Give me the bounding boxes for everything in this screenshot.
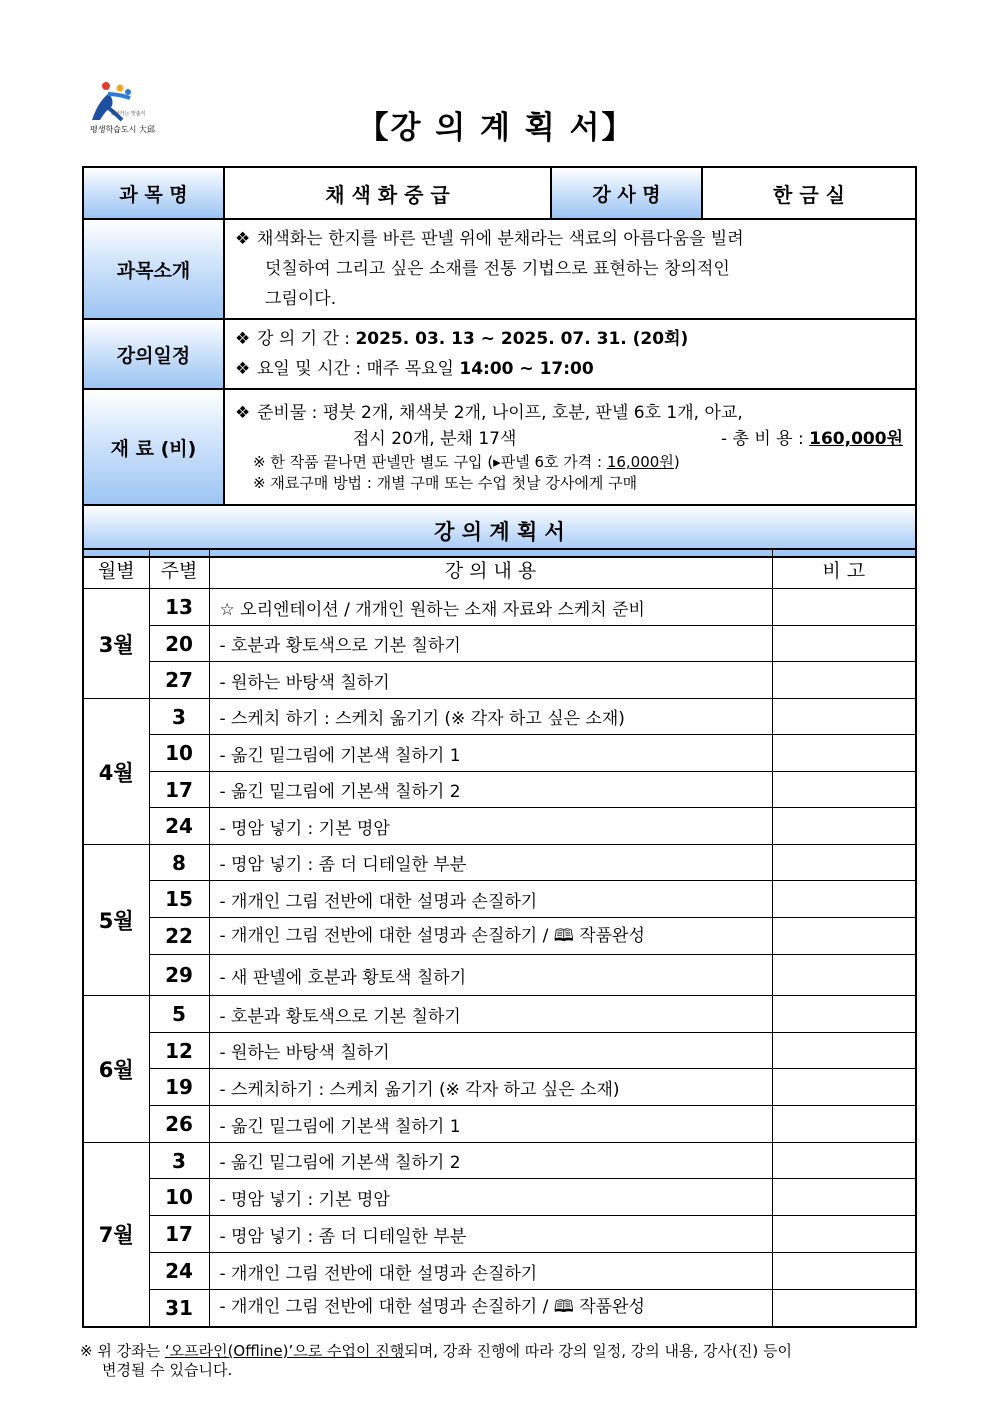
week-cell: 24 bbox=[149, 808, 209, 845]
col-content: 강 의 내 용 bbox=[209, 549, 772, 589]
table-row bbox=[83, 735, 916, 772]
remark-cell bbox=[772, 772, 916, 808]
table-row bbox=[83, 1033, 916, 1069]
table-row bbox=[83, 1290, 916, 1327]
offline-notice: ‘오프라인(Offline)’으로 수업이 진행 bbox=[164, 1342, 405, 1360]
week-cell: 13 bbox=[149, 589, 209, 626]
remark-cell bbox=[772, 626, 916, 662]
remark-cell bbox=[772, 918, 916, 955]
logo-slogan: 찾아가는 맞춤식 bbox=[110, 111, 146, 117]
table-row bbox=[83, 626, 916, 662]
remark-cell bbox=[772, 845, 916, 881]
section-title: 강 의 계 획 서 bbox=[83, 505, 916, 557]
remark-cell bbox=[772, 996, 916, 1033]
table-row bbox=[83, 699, 916, 735]
intro-text: ❖ 채색화는 한지를 바른 판넬 위에 분채라는 색료의 아름다움을 빌려 덧칠하여 그리고 싶은 소재를 전통 기법으로 표현하는 창의적인 그림이다. bbox=[224, 219, 916, 319]
table-row bbox=[83, 589, 916, 626]
schedule-label: 강의일정 bbox=[83, 319, 224, 389]
week-cell: 27 bbox=[149, 662, 209, 699]
total-cost: 160,000원 bbox=[809, 429, 903, 449]
table-row bbox=[83, 772, 916, 808]
content-cell: - 개개인 그림 전반에 대한 설명과 손질하기 bbox=[209, 881, 772, 918]
remark-cell bbox=[772, 1106, 916, 1143]
remark-cell bbox=[772, 808, 916, 845]
week-cell: 29 bbox=[149, 955, 209, 996]
course-info-table bbox=[82, 166, 917, 558]
week-cell: 10 bbox=[149, 1179, 209, 1216]
month-cell: 7월 bbox=[83, 1143, 149, 1327]
remark-cell bbox=[772, 881, 916, 918]
subject-label: 과 목 명 bbox=[83, 167, 224, 219]
logo-brand: 평생학습도시 大邱 bbox=[90, 125, 155, 134]
content-cell: - 스케치 하기 : 스케치 옮기기 (※ 각자 하고 싶은 소재) bbox=[209, 699, 772, 735]
table-row bbox=[83, 1106, 916, 1143]
purchase-note: ※ 재료구매 방법 : 개별 구매 또는 수업 첫날 강사에게 구매 bbox=[253, 474, 638, 492]
content-cell: ☆ 오리엔테이션 / 개개인 원하는 소재 자료와 스케치 준비 bbox=[209, 589, 772, 626]
table-row bbox=[83, 1069, 916, 1106]
month-cell: 5월 bbox=[83, 845, 149, 996]
table-row bbox=[83, 881, 916, 918]
week-cell: 17 bbox=[149, 1216, 209, 1253]
table-row bbox=[83, 1143, 916, 1179]
schedule-text: ❖ 강 의 기 간 : 2025. 03. 13 ~ 2025. 07. 31. (20회) ❖ 요일 및 시간 : 매주 목요일 14:00 ~ 17:00 bbox=[224, 319, 916, 389]
content-cell: - 원하는 바탕색 칠하기 bbox=[209, 662, 772, 699]
instructor-label: 강 사 명 bbox=[551, 167, 702, 219]
material-label: 재 료 (비) bbox=[83, 389, 224, 505]
content-cell: - 옮긴 밑그림에 기본색 칠하기 1 bbox=[209, 735, 772, 772]
subject-value: 채 색 화 중 급 bbox=[224, 167, 551, 219]
month-cell: 6월 bbox=[83, 996, 149, 1143]
time-value: 14:00 ~ 17:00 bbox=[459, 359, 594, 379]
remark-cell bbox=[772, 1179, 916, 1216]
remark-cell bbox=[772, 662, 916, 699]
content-cell: - 명암 넣기 : 기본 명암 bbox=[209, 808, 772, 845]
remark-cell bbox=[772, 699, 916, 735]
week-cell: 8 bbox=[149, 845, 209, 881]
table-row bbox=[83, 1216, 916, 1253]
content-cell: - 명암 넣기 : 기본 명암 bbox=[209, 1179, 772, 1216]
week-cell: 31 bbox=[149, 1290, 209, 1327]
table-row bbox=[83, 1179, 916, 1216]
content-cell: - 개개인 그림 전반에 대한 설명과 손질하기 / 🕮 작품완성 bbox=[209, 1290, 772, 1327]
remark-cell bbox=[772, 735, 916, 772]
content-cell: - 호분과 황토색으로 기본 칠하기 bbox=[209, 996, 772, 1033]
col-week: 주별 bbox=[149, 549, 209, 589]
week-cell: 22 bbox=[149, 918, 209, 955]
content-cell: - 옮긴 밑그림에 기본색 칠하기 1 bbox=[209, 1106, 772, 1143]
content-cell: - 새 판넬에 호분과 황토색 칠하기 bbox=[209, 955, 772, 996]
panel-price: 16,000원 bbox=[606, 453, 674, 471]
content-cell: - 개개인 그림 전반에 대한 설명과 손질하기 bbox=[209, 1253, 772, 1290]
period-value: 2025. 03. 13 ~ 2025. 07. 31. (20회) bbox=[355, 329, 689, 349]
table-row bbox=[83, 955, 916, 996]
table-row bbox=[83, 918, 916, 955]
week-cell: 19 bbox=[149, 1069, 209, 1106]
remark-cell bbox=[772, 589, 916, 626]
diamond-bullet-icon: ❖ bbox=[235, 403, 251, 423]
content-cell: - 스케치하기 : 스케치 옮기기 (※ 각자 하고 싶은 소재) bbox=[209, 1069, 772, 1106]
remark-cell bbox=[772, 1033, 916, 1069]
remark-cell bbox=[772, 1069, 916, 1106]
remark-cell bbox=[772, 1143, 916, 1179]
col-month: 월별 bbox=[83, 549, 149, 589]
lecture-schedule-table bbox=[82, 548, 917, 1328]
month-cell: 4월 bbox=[83, 699, 149, 845]
table-row bbox=[83, 996, 916, 1033]
week-cell: 3 bbox=[149, 699, 209, 735]
week-cell: 24 bbox=[149, 1253, 209, 1290]
content-cell: - 옮긴 밑그림에 기본색 칠하기 2 bbox=[209, 1143, 772, 1179]
content-cell: - 옮긴 밑그림에 기본색 칠하기 2 bbox=[209, 772, 772, 808]
intro-label: 과목소개 bbox=[83, 219, 224, 319]
page-title: 【강 의 계 획 서】 bbox=[357, 110, 635, 146]
col-remark: 비 고 bbox=[772, 549, 916, 589]
content-cell: - 명암 넣기 : 좀 더 디테일한 부분 bbox=[209, 845, 772, 881]
remark-cell bbox=[772, 1216, 916, 1253]
table-row bbox=[83, 845, 916, 881]
week-cell: 15 bbox=[149, 881, 209, 918]
footer-note: ※ 위 강좌는 ‘오프라인(Offline)’으로 수업이 진행되며, 강좌 진행에 따라 강의 일정, 강의 내용, 강사(진) 등이 변경될 수 있습니다. bbox=[80, 1342, 792, 1379]
material-text: ❖ 준비물 : 평붓 2개, 채색붓 2개, 나이프, 호분, 판넬 6호 1개, 아교, 접시 20개, 분채 17색 - 총 비 용 : 160,000원 ※ 한 작품 끝나면 판넬만 별도 구입 (▸판넬 6호 가격 : 16,000원) ※ 재료구매 방법 : 개별 구매 또는 수업 첫날 강사에게 구매 bbox=[224, 389, 916, 505]
content-cell: - 개개인 그림 전반에 대한 설명과 손질하기 / 🕮 작품완성 bbox=[209, 918, 772, 955]
week-cell: 26 bbox=[149, 1106, 209, 1143]
week-cell: 3 bbox=[149, 1143, 209, 1179]
diamond-bullet-icon: ❖ bbox=[235, 329, 251, 349]
content-cell: - 호분과 황토색으로 기본 칠하기 bbox=[209, 626, 772, 662]
remark-cell bbox=[772, 955, 916, 996]
month-cell: 3월 bbox=[83, 589, 149, 699]
content-cell: - 원하는 바탕색 칠하기 bbox=[209, 1033, 772, 1069]
diamond-bullet-icon: ❖ bbox=[235, 229, 251, 249]
week-cell: 17 bbox=[149, 772, 209, 808]
content-cell: - 명암 넣기 : 좀 더 디테일한 부분 bbox=[209, 1216, 772, 1253]
table-row bbox=[83, 808, 916, 845]
week-cell: 5 bbox=[149, 996, 209, 1033]
table-row bbox=[83, 662, 916, 699]
week-cell: 10 bbox=[149, 735, 209, 772]
instructor-value: 한 금 실 bbox=[702, 167, 916, 219]
week-cell: 12 bbox=[149, 1033, 209, 1069]
diamond-bullet-icon: ❖ bbox=[235, 359, 251, 379]
remark-cell bbox=[772, 1290, 916, 1327]
week-cell: 20 bbox=[149, 626, 209, 662]
table-row bbox=[83, 1253, 916, 1290]
remark-cell bbox=[772, 1253, 916, 1290]
